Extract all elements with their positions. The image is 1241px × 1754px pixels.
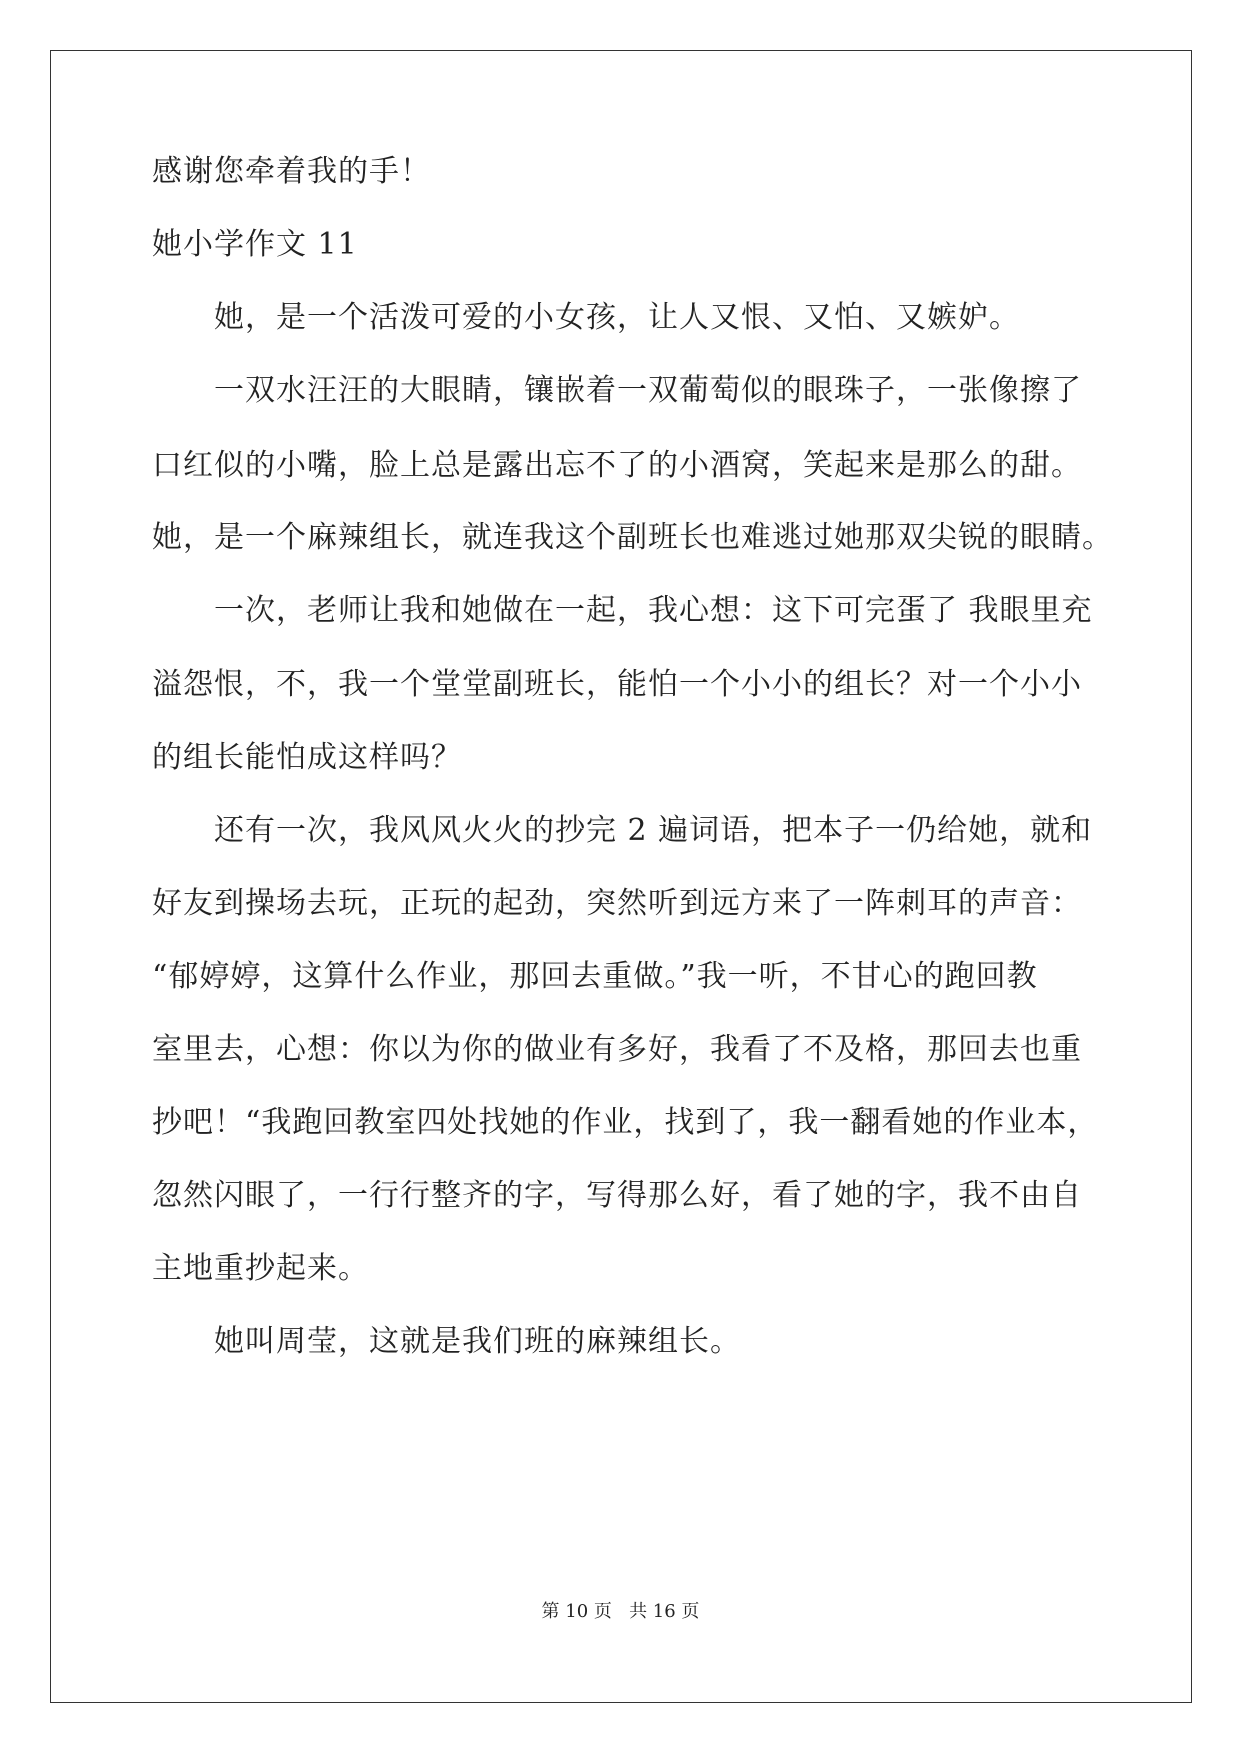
paragraph-line: 一次，老师让我和她做在一起，我心想：这下可完蛋了 我眼里充 (214, 593, 1093, 628)
paragraph-line: 好友到操场去玩，正玩的起劲，突然听到远方来了一阵刺耳的声音： (152, 886, 1082, 921)
paragraph-line: 一双水汪汪的大眼睛，镶嵌着一双葡萄似的眼珠子，一张像擦了 (214, 373, 1082, 408)
essay-title: 她小学作文 11 (152, 227, 358, 262)
paragraph-line: “郁婷婷，这算什么作业，那回去重做。”我一听，不甘心的跑回教 (152, 959, 1038, 994)
paragraph-line: 还有一次，我风风火火的抄完 2 遍词语，把本子一仍给她，就和 (214, 813, 1093, 848)
page-number: 第 10 页 (541, 1601, 612, 1622)
paragraph-line: 主地重抄起来。 (152, 1251, 369, 1286)
paragraph-line: 忽然闪眼了，一行行整齐的字，写得那么好，看了她的字，我不由自 (152, 1178, 1082, 1213)
paragraph-line: 溢怨恨，不，我一个堂堂副班长，能怕一个小小的组长？对一个小小 (152, 667, 1082, 702)
paragraph-line: 她，是一个活泼可爱的小女孩，让人又恨、又怕、又嫉妒。 (214, 300, 1020, 335)
paragraph-line: 抄吧！“我跑回教室四处找她的作业，找到了，我一翻看她的作业本， (152, 1105, 1099, 1140)
paragraph-line: 她，是一个麻辣组长，就连我这个副班长也难逃过她那双尖锐的眼睛。 (152, 520, 1113, 555)
page-footer (0, 1600, 1241, 1624)
paragraph-line: 的组长能怕成这样吗？ (152, 740, 462, 775)
text-line: 感谢您牵着我的手！ (152, 154, 431, 189)
paragraph-line: 她叫周莹，这就是我们班的麻辣组长。 (214, 1324, 741, 1359)
page-total: 共 16 页 (629, 1601, 700, 1622)
paragraph-line: 口红似的小嘴，脸上总是露出忘不了的小酒窝，笑起来是那么的甜。 (152, 448, 1082, 483)
paragraph-line: 室里去，心想：你以为你的做业有多好，我看了不及格，那回去也重 (152, 1032, 1082, 1067)
